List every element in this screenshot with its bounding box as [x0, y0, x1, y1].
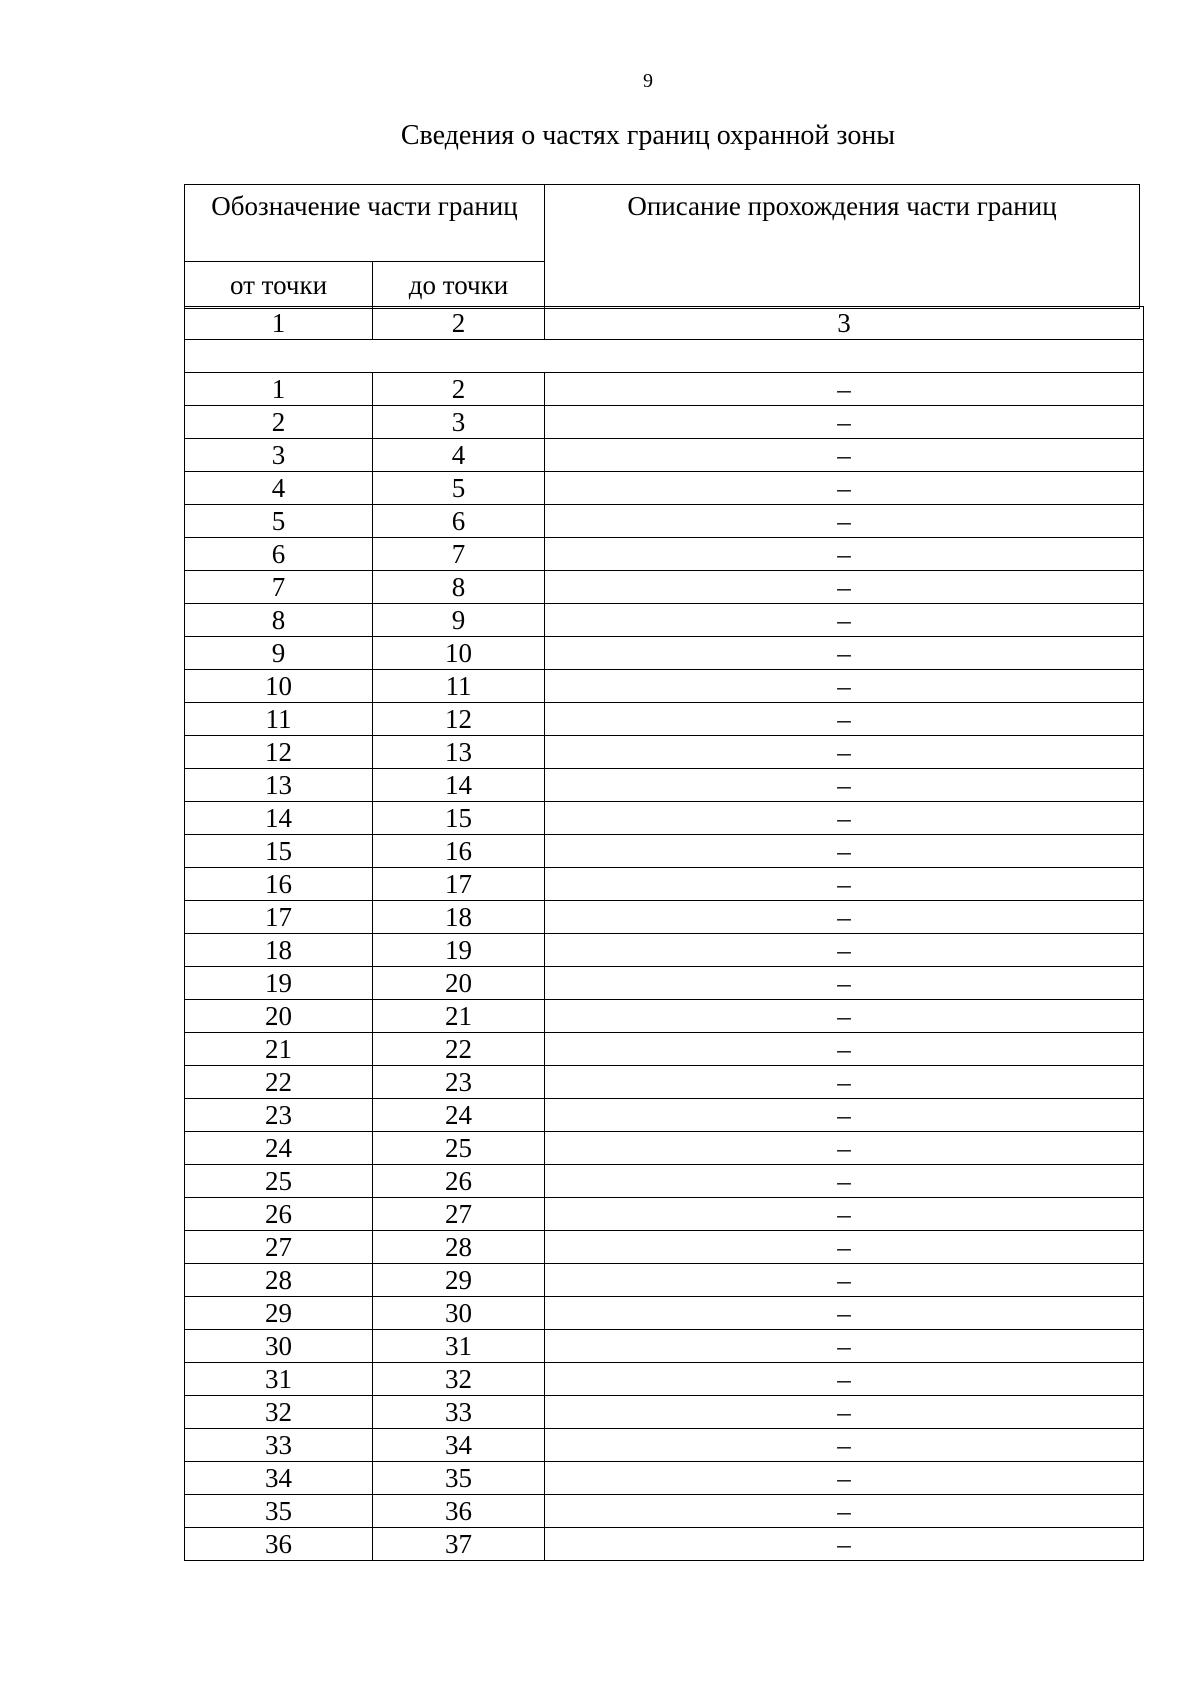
header-to-point: до точки	[373, 262, 545, 309]
cell-description: –	[545, 703, 1144, 736]
table-row	[185, 538, 1144, 571]
cell-description: –	[545, 1198, 1144, 1231]
table-row	[185, 439, 1144, 472]
table-header	[184, 184, 1140, 309]
cell-from-point: 24	[185, 1132, 373, 1165]
cell-description: –	[545, 670, 1144, 703]
table-row	[185, 1033, 1144, 1066]
cell-from-point: 10	[185, 670, 373, 703]
cell-description: –	[545, 802, 1144, 835]
cell-description: –	[545, 1396, 1144, 1429]
cell-to-point: 35	[373, 1462, 545, 1495]
table-row	[185, 868, 1144, 901]
cell-to-point: 20	[373, 967, 545, 1000]
table-row	[185, 604, 1144, 637]
cell-description: –	[545, 472, 1144, 505]
cell-from-point: 12	[185, 736, 373, 769]
page-number: 9	[643, 70, 653, 92]
cell-from-point: 15	[185, 835, 373, 868]
table-row	[185, 1165, 1144, 1198]
table-row	[185, 1099, 1144, 1132]
table-row	[185, 1429, 1144, 1462]
cell-from-point: 5	[185, 505, 373, 538]
cell-from-point: 34	[185, 1462, 373, 1495]
cell-to-point: 3	[373, 406, 545, 439]
cell-description: –	[545, 736, 1144, 769]
cell-description: –	[545, 1363, 1144, 1396]
cell-description: –	[545, 1132, 1144, 1165]
cell-from-point: 26	[185, 1198, 373, 1231]
table-row	[185, 1330, 1144, 1363]
cell-description: –	[545, 538, 1144, 571]
cell-description: –	[545, 1264, 1144, 1297]
header-from-point: от точки	[185, 262, 373, 309]
cell-to-point: 37	[373, 1528, 545, 1561]
table-row	[185, 373, 1144, 406]
cell-description: –	[545, 439, 1144, 472]
table-row	[185, 769, 1144, 802]
cell-description: –	[545, 868, 1144, 901]
cell-to-point: 26	[373, 1165, 545, 1198]
cell-to-point: 10	[373, 637, 545, 670]
page-title: Сведения о частях границ охранной зоны	[400, 120, 896, 151]
table-row	[185, 637, 1144, 670]
column-number-row	[185, 307, 1144, 340]
cell-from-point: 11	[185, 703, 373, 736]
cell-to-point: 5	[373, 472, 545, 505]
cell-to-point: 31	[373, 1330, 545, 1363]
column-number: 3	[545, 307, 1144, 340]
cell-to-point: 15	[373, 802, 545, 835]
cell-from-point: 16	[185, 868, 373, 901]
cell-from-point: 13	[185, 769, 373, 802]
cell-description: –	[545, 1528, 1144, 1561]
cell-description: –	[545, 901, 1144, 934]
table-row	[185, 1000, 1144, 1033]
cell-from-point: 33	[185, 1429, 373, 1462]
cell-to-point: 23	[373, 1066, 545, 1099]
cell-from-point: 31	[185, 1363, 373, 1396]
cell-description: –	[545, 1462, 1144, 1495]
cell-from-point: 23	[185, 1099, 373, 1132]
table-row	[185, 1198, 1144, 1231]
cell-description: –	[545, 604, 1144, 637]
cell-from-point: 2	[185, 406, 373, 439]
cell-from-point: 22	[185, 1066, 373, 1099]
cell-description: –	[545, 835, 1144, 868]
cell-from-point: 32	[185, 1396, 373, 1429]
header-boundary-designation: Обозначение части границ	[185, 185, 545, 262]
cell-from-point: 25	[185, 1165, 373, 1198]
cell-description: –	[545, 505, 1144, 538]
cell-description: –	[545, 1066, 1144, 1099]
cell-to-point: 18	[373, 901, 545, 934]
cell-to-point: 14	[373, 769, 545, 802]
column-number: 1	[185, 307, 373, 340]
table-row	[185, 505, 1144, 538]
table-row	[185, 571, 1144, 604]
cell-description: –	[545, 934, 1144, 967]
cell-from-point: 30	[185, 1330, 373, 1363]
table-row	[185, 835, 1144, 868]
cell-to-point: 17	[373, 868, 545, 901]
cell-from-point: 3	[185, 439, 373, 472]
table-row	[185, 1264, 1144, 1297]
cell-to-point: 33	[373, 1396, 545, 1429]
cell-to-point: 12	[373, 703, 545, 736]
cell-description: –	[545, 1297, 1144, 1330]
section-row	[185, 340, 1144, 373]
cell-from-point: 29	[185, 1297, 373, 1330]
cell-from-point: 21	[185, 1033, 373, 1066]
cell-to-point: 8	[373, 571, 545, 604]
cell-from-point: 7	[185, 571, 373, 604]
cell-to-point: 28	[373, 1231, 545, 1264]
cell-from-point: 35	[185, 1495, 373, 1528]
cell-to-point: 27	[373, 1198, 545, 1231]
cell-from-point: 4	[185, 472, 373, 505]
table-row	[185, 1363, 1144, 1396]
table-row	[185, 406, 1144, 439]
table-row	[185, 1297, 1144, 1330]
table-row	[185, 1396, 1144, 1429]
cell-to-point: 19	[373, 934, 545, 967]
table-row	[185, 1462, 1144, 1495]
table-row	[185, 1231, 1144, 1264]
boundary-table	[184, 306, 1144, 1561]
cell-to-point: 22	[373, 1033, 545, 1066]
cell-from-point: 1	[185, 373, 373, 406]
section-label	[185, 340, 1144, 373]
cell-from-point: 6	[185, 538, 373, 571]
table-row	[185, 1495, 1144, 1528]
table-row	[185, 670, 1144, 703]
cell-from-point: 9	[185, 637, 373, 670]
table-row	[185, 472, 1144, 505]
cell-to-point: 4	[373, 439, 545, 472]
table-row	[185, 802, 1144, 835]
cell-to-point: 24	[373, 1099, 545, 1132]
cell-description: –	[545, 373, 1144, 406]
cell-description: –	[545, 1000, 1144, 1033]
cell-to-point: 7	[373, 538, 545, 571]
cell-description: –	[545, 1033, 1144, 1066]
table-row	[185, 967, 1144, 1000]
cell-description: –	[545, 571, 1144, 604]
cell-to-point: 32	[373, 1363, 545, 1396]
cell-description: –	[545, 967, 1144, 1000]
cell-description: –	[545, 1495, 1144, 1528]
cell-from-point: 18	[185, 934, 373, 967]
cell-to-point: 13	[373, 736, 545, 769]
table-row	[185, 934, 1144, 967]
cell-description: –	[545, 637, 1144, 670]
cell-from-point: 8	[185, 604, 373, 637]
cell-description: –	[545, 1165, 1144, 1198]
table-row	[185, 736, 1144, 769]
cell-description: –	[545, 406, 1144, 439]
column-number: 2	[373, 307, 545, 340]
table-row	[185, 1066, 1144, 1099]
cell-from-point: 27	[185, 1231, 373, 1264]
cell-description: –	[545, 769, 1144, 802]
cell-from-point: 17	[185, 901, 373, 934]
cell-to-point: 16	[373, 835, 545, 868]
cell-description: –	[545, 1429, 1144, 1462]
header-boundary-description: Описание прохождения части границ	[545, 185, 1140, 309]
cell-to-point: 6	[373, 505, 545, 538]
cell-from-point: 36	[185, 1528, 373, 1561]
cell-description: –	[545, 1099, 1144, 1132]
cell-to-point: 21	[373, 1000, 545, 1033]
table-row	[185, 1528, 1144, 1561]
cell-to-point: 30	[373, 1297, 545, 1330]
cell-from-point: 20	[185, 1000, 373, 1033]
cell-to-point: 29	[373, 1264, 545, 1297]
cell-to-point: 9	[373, 604, 545, 637]
cell-description: –	[545, 1231, 1144, 1264]
cell-to-point: 36	[373, 1495, 545, 1528]
cell-to-point: 11	[373, 670, 545, 703]
cell-to-point: 34	[373, 1429, 545, 1462]
cell-to-point: 2	[373, 373, 545, 406]
cell-to-point: 25	[373, 1132, 545, 1165]
table-row	[185, 703, 1144, 736]
cell-from-point: 14	[185, 802, 373, 835]
cell-from-point: 28	[185, 1264, 373, 1297]
table-row	[185, 1132, 1144, 1165]
table-row	[185, 901, 1144, 934]
cell-from-point: 19	[185, 967, 373, 1000]
cell-description: –	[545, 1330, 1144, 1363]
